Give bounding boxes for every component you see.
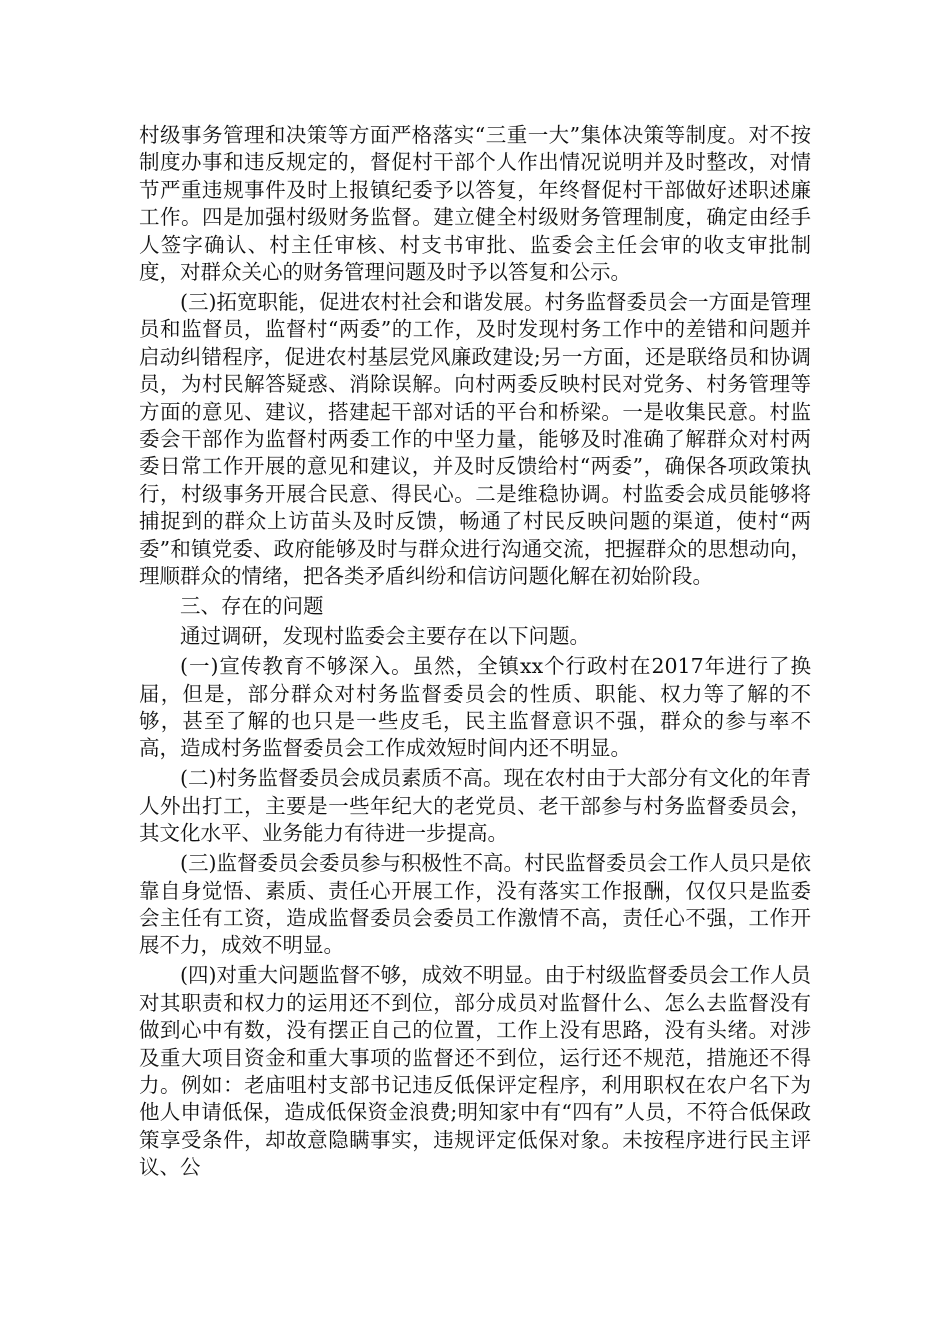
paragraph-intro-problems: 通过调研，发现村监委会主要存在以下问题。: [180, 624, 590, 649]
document-page: [139, 122, 811, 1184]
section-heading-problems: 三、存在的问题: [180, 594, 324, 619]
paragraph-problem-3: (三)监督委员会委员参与积极性不高。村民监督委员会工作人员只是依靠自身觉悟、素质、责任心开展工作，没有落实工作报酬，仅仅只是监委会主任有工资，造成监督委员会委员工作激情不高，责任心不强，工作开展不力，成效不明显。: [139, 851, 811, 958]
paragraph-problem-2: (二)村务监督委员会成员素质不高。现在农村由于大部分有文化的年青人外出打工，主要是一些年纪大的老党员、老干部参与村务监督委员会，其文化水平、业务能力有待进一步提高。: [139, 766, 811, 846]
paragraph-problem-4: (四)对重大问题监督不够，成效不明显。由于村级监督委员会工作人员对其职责和权力的运用还不到位，部分成员对监督什么、怎么去监督没有做到心中有数，没有摆正自己的位置，工作上没有思路，没有头绪。对涉及重大项目资金和重大事项的监督还不到位，运行还不规范，措施还不得力。例如：老庙咀村支部书记违反低保评定程序，利用职权在农户名下为他人申请低保，造成低保资金浪费;明知家中有“四有”人员，不符合低保政策享受条件，却故意隐瞒事实，违规评定低保对象。未按程序进行民主评议、公: [139, 963, 811, 1180]
paragraph-problem-1: (一)宣传教育不够深入。虽然，全镇xx个行政村在2017年进行了换届，但是，部分群众对村务监督委员会的性质、职能、权力等了解的不够，甚至了解的也只是一些皮毛，民主监督意识不强，群众的参与率不高，造成村务监督委员会工作成效短时间内还不明显。: [139, 654, 811, 761]
paragraph-continuation: 村级事务管理和决策等方面严格落实“三重一大”集体决策等制度。对不按制度办事和违反规定的，督促村干部个人作出情况说明并及时整改，对情节严重违规事件及时上报镇纪委予以答复，年终督促村干部做好述职述廉工作。四是加强村级财务监督。建立健全村级财务管理制度，确定由经手人签字确认、村主任审核、村支书审批、监委会主任会审的收支审批制度，对群众关心的财务管理问题及时予以答复和公示。: [139, 123, 811, 285]
paragraph-expand-functions: (三)拓宽职能，促进农村社会和谐发展。村务监督委员会一方面是管理员和监督员，监督村“两委”的工作，及时发现村务工作中的差错和问题并启动纠错程序，促进农村基层党风廉政建设;另一方面，还是联络员和协调员，为村民解答疑惑、消除误解。向村两委反映村民对党务、村务管理等方面的意见、建议，搭建起干部对话的平台和桥梁。一是收集民意。村监委会干部作为监督村两委工作的中坚力量，能够及时准确了解群众对村两委日常工作开展的意见和建议，并及时反馈给村“两委”，确保各项政策执行，村级事务开展合民意、得民心。二是维稳协调。村监委会成员能够将捕捉到的群众上访苗头及时反馈，畅通了村民反映问题的渠道，使村“两委”和镇党委、政府能够及时与群众进行沟通交流，把握群众的思想动向，理顺群众的情绪，把各类矛盾纠纷和信访问题化解在初始阶段。: [139, 290, 811, 589]
